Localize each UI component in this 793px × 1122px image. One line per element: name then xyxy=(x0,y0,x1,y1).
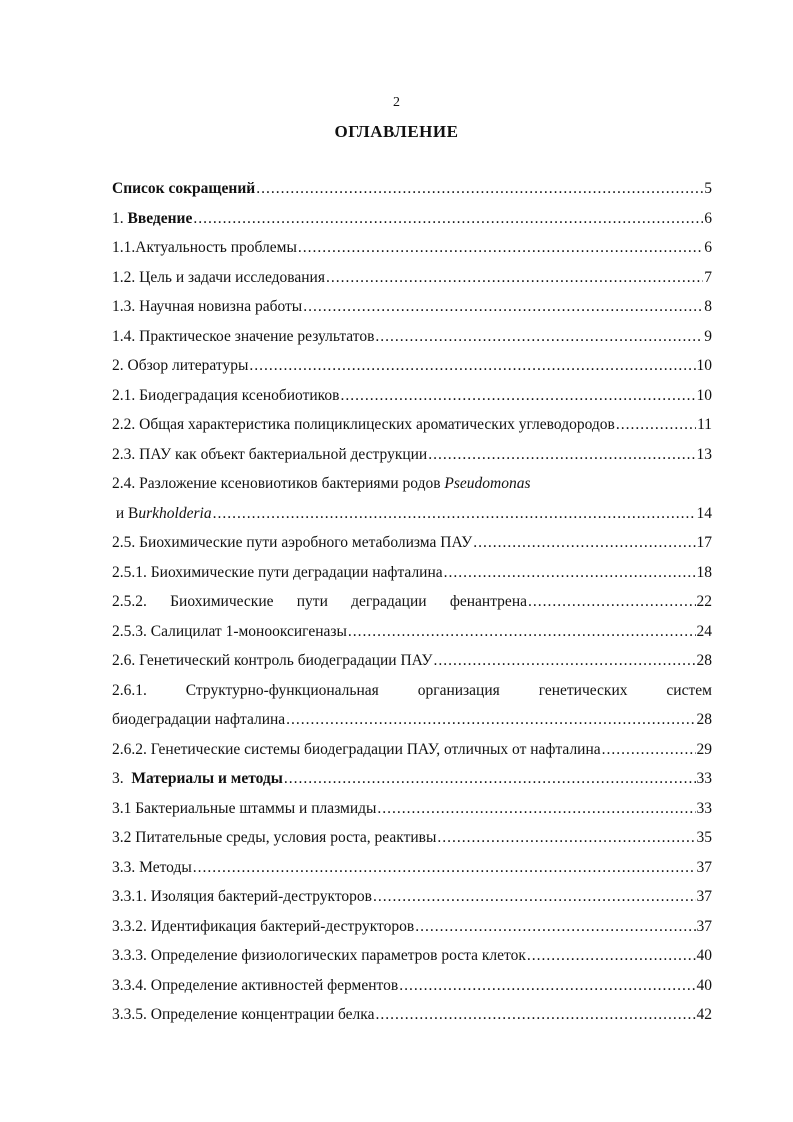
toc-entry-multiline-start: 2.4. Разложение ксеновиотиков бактериями родов Pseudomonas xyxy=(112,475,531,492)
toc-entry-multiline-end: биодеградации нафталина ..... 28 xyxy=(112,711,712,741)
page-title: ОГЛАВЛЕНИЕ xyxy=(334,122,459,141)
toc-entry: 3.3.1. Изоляция бактерий-деструкторов ..... 37 xyxy=(112,888,712,918)
toc-entry-introduction: 1. Введение ..... 6 xyxy=(112,210,712,240)
toc-entry: 3.3.3. Определение физиологических параметров роста клеток ..... 40 xyxy=(112,947,712,977)
toc-entry: 2.5.3. Салицилат 1-монооксигеназы ..... 24 xyxy=(112,623,712,653)
toc-entry: 1.2. Цель и задачи исследования ..... 7 xyxy=(112,269,712,299)
toc-entry: 3.3. Методы ..... 37 xyxy=(112,859,712,889)
page-number: 2 xyxy=(393,95,400,110)
toc-entry: 2.3. ПАУ как объект бактериальной деструкции ..... 13 xyxy=(112,446,712,476)
toc-entry: 2.6.2. Генетические системы биодеградации ПАУ, отличных от нафталина ..... 29 xyxy=(112,741,712,771)
toc-entry: 2.5. Биохимические пути аэробного метаболизма ПАУ ..... 17 xyxy=(112,534,712,564)
toc-entry: 2.6. Генетический контроль биодеградации ПАУ ..... 28 xyxy=(112,652,712,682)
toc-entry: 3.2 Питательные среды, условия роста, реактивы ..... 35 xyxy=(112,829,712,859)
toc-entry: 2. Обзор литературы ..... 10 xyxy=(112,357,712,387)
toc-entry: 1.3. Научная новизна работы ..... 8 xyxy=(112,298,712,328)
toc-entry: 3.3.2. Идентификация бактерий-деструкторов ..... 37 xyxy=(112,918,712,948)
toc-entry: 3.3.4. Определение активностей ферментов ..... 40 xyxy=(112,977,712,1007)
toc-entry-abbreviations: Список сокращений ..... 5 xyxy=(112,180,712,210)
toc-entry: 3.1 Бактериальные штаммы и плазмиды ..... 33 xyxy=(112,800,712,830)
toc-entry-multiline-start: 2.6.1. Структурно-функциональная организация генетических систем xyxy=(112,681,712,699)
toc-entry-multiline-end: и Burkholderia ..... 14 xyxy=(112,505,712,535)
toc-entry: 1.4. Практическое значение результатов ..... 9 xyxy=(112,328,712,358)
toc-entry: 2.5.1. Биохимические пути деградации нафталина ..... 18 xyxy=(112,564,712,594)
toc-entry: 1.1.Актуальность проблемы ..... 6 xyxy=(112,239,712,269)
toc-entry: 2.1. Биодеградация ксенобиотиков ..... 10 xyxy=(112,387,712,417)
table-of-contents xyxy=(112,180,712,1036)
toc-entry-materials-methods: 3. Материалы и методы ..... 33 xyxy=(112,770,712,800)
toc-entry: 3.3.5. Определение концентрации белка ..... 42 xyxy=(112,1006,712,1036)
toc-entry-justified: 2.5.2. Биохимические пути деградации фенантрена ..... 22 xyxy=(112,593,712,623)
toc-entry: 2.2. Общая характеристика полициклицеских ароматических углеводородов ..... 11 xyxy=(112,416,712,446)
